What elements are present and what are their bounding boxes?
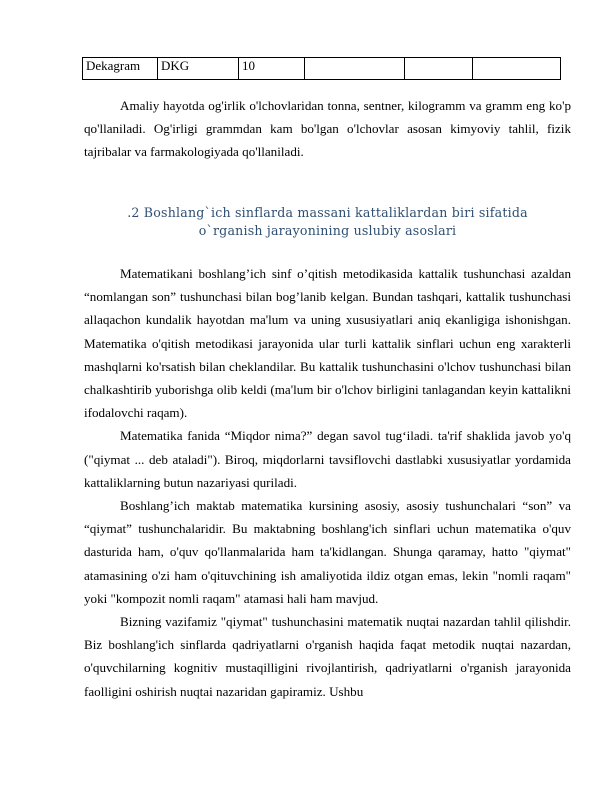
table-cell-unit-value: 10: [239, 58, 305, 80]
table-cell-unit-name: Dekagram: [83, 58, 158, 80]
table-cell-empty: [305, 58, 405, 80]
paragraph: Matematikani boshlang’ich sinf o’qitish metodikasida kattalik tushunchasi azaldan “nomlangan son” tushunchasi bilan bog’lanib kelgan. Bundan tashqari, kattalik tushunchasi allaqachon kundalik hayotdan ma'lum va uning xususiyatlari aniq ekanligiga ishonishgan. Matematika o'qitish metodikasi jarayonida ular turli kattalik sinflari uchun eng xarakterli mashqlarni ko'rsatish bilan cheklandilar. Bu kattalik tushunchasini o'lchov tushunchasi bilan chalkashtirib yuborishga olib keldi (ma'lum bir o'lchov birligini tanlagandan keyin kattalikni ifodalovchi raqam).: [84, 266, 571, 421]
paragraph: Boshlang’ich maktab matematika kursining asosiy, asosiy tushunchalari “son” va “qiymat” tushunchalaridir. Bu maktabning boshlang'ich sinflari uchun matematika o'quv dasturida ham, o'quv qo'llanmalarida ham ta'kidlangan. Shunga qaramay, hatto "qiymat" atamasining o'zi ham o'qituvchining ish amaliyotida ildiz otgan emas, lekin "nomli raqam" yoki "kompozit nomli raqam" atamasi hali ham mavjud.: [84, 498, 571, 606]
table-row: [83, 58, 561, 80]
section-heading: [84, 204, 571, 240]
intro-paragraph: Amaliy hayotda og'irlik o'lchovlaridan tonna, sentner, kilogramm va gramm eng ko'p qo'llaniladi. Og'irligi grammdan kam bo'lgan o'lchovlar asosan kimyoviy tahlil, fizik tajribalar va farmakologiyada qo'llaniladi.: [84, 98, 571, 160]
section-heading-line-1: .2 Boshlang`ich sinflarda massani kattaliklardan biri sifatida: [127, 205, 528, 220]
table-cell-empty: [473, 58, 561, 80]
paragraph: Matematika fanida “Miqdor nima?” degan savol tug‘iladi. ta'rif shaklida javob yo'q ("qiymat ... deb ataladi"). Biroq, miqdorlarni tavsiflovchi dastlabki xususiyatlar yordamida kattaliklarning butun nazariyasi quriladi.: [84, 428, 571, 490]
paragraph: Bizning vazifamiz "qiymat" tushunchasini matematik nuqtai nazardan tahlil qilishdir. Biz boshlang'ich sinflarda qadriyatlarni o'rganish haqida faqat metodik nuqtai nazardan, o'quvchilarning kognitiv mustaqilligini rivojlantirish, qadriyatlarni o'rganish jarayonida faolligini oshirish nuqtai nazaridan gapiramiz. Ushbu: [84, 614, 571, 699]
units-table: [82, 57, 561, 80]
section-heading-line-2: o`rganish jarayonining uslubiy asoslari: [198, 223, 457, 238]
main-text-block: [84, 262, 571, 703]
table-cell-empty: [405, 58, 473, 80]
table-cell-unit-symbol: DKG: [158, 58, 239, 80]
intro-text-block: [84, 94, 571, 164]
